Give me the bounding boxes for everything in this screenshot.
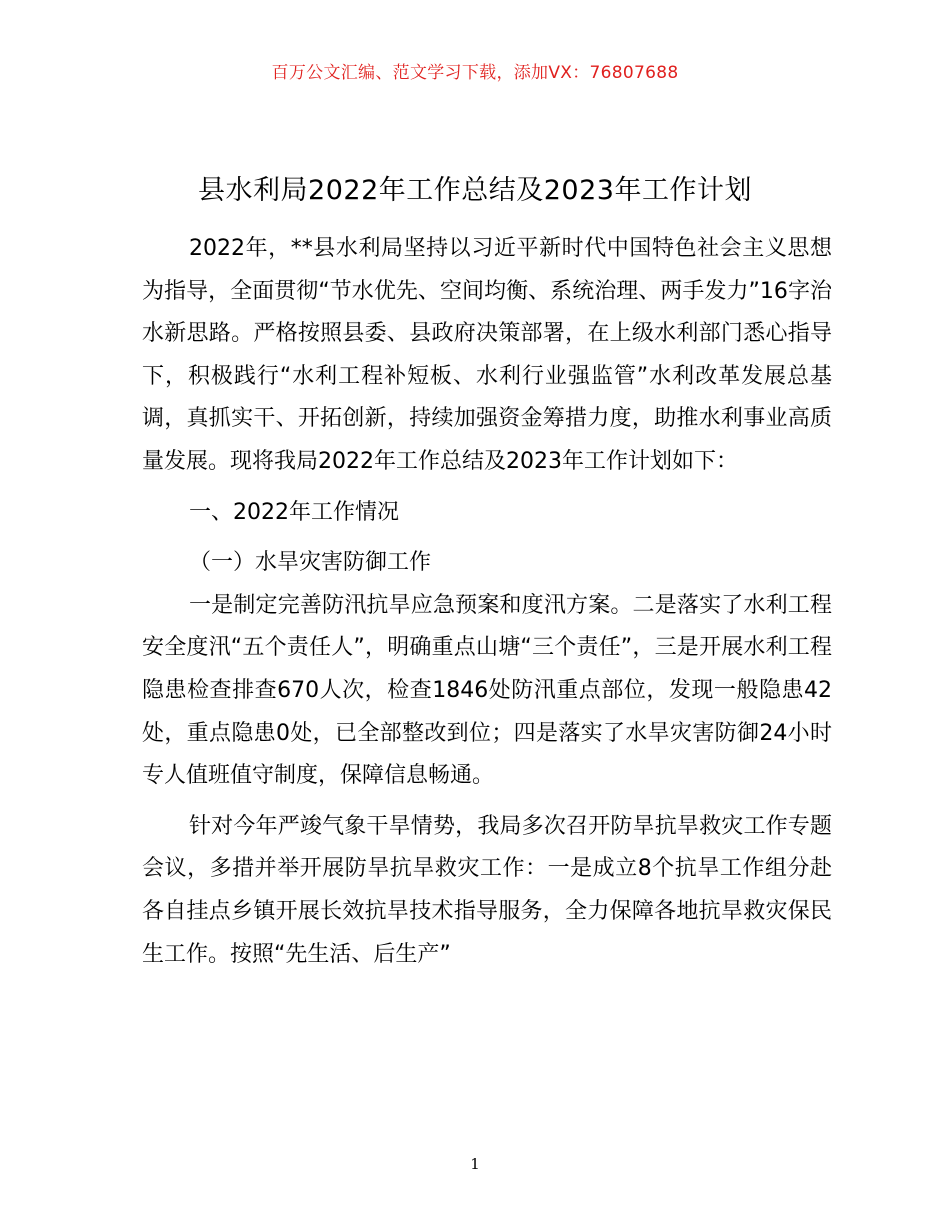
document-body [142, 228, 832, 976]
section-heading-1: 一、2022年工作情况 [189, 499, 399, 525]
page-number: 1 [470, 1155, 480, 1173]
subsection-heading-1: （一）水旱灾害防御工作 [189, 550, 432, 576]
watermark-header: 百万公文汇编、范文学习下载，添加VX：76807688 [271, 63, 679, 83]
document-title: 县水利局2022年工作总结及2023年工作计划 [198, 175, 752, 206]
body-paragraph-1: 一是制定完善防汛抗旱应急预案和度汛方案。二是落实了水利工程安全度汛“五个责任人”，明确重点山塘“三个责任”，三是开展水利工程隐患检查排查670人次，检查1846处防汛重点部位，发现一般隐患42处，重点隐患0处，已全部整改到位；四是落实了水旱灾害防御24小时专人值班值守制度，保障信息畅通。 [142, 592, 832, 789]
body-paragraph-2: 针对今年严竣气象干旱情势，我局多次召开防旱抗旱救灾工作专题会议，多措并举开展防旱抗旱救灾工作：一是成立8个抗旱工作组分赴各自挂点乡镇开展长效抗旱技术指导服务，全力保障各地抗旱救灾保民生工作。按照“先生活、后生产” [142, 813, 832, 967]
intro-paragraph: 2022年，**县水利局坚持以习近平新时代中国特色社会主义思想为指导，全面贯彻“节水优先、空间均衡、系统治理、两手发力”16字治水新思路。严格按照县委、县政府决策部署，在上级水利部门悉心指导下，积极践行“水利工程补短板、水利行业强监管”水利改革发展总基调，真抓实干、开拓创新，持续加强资金筹措力度，助推水利事业高质量发展。现将我局2022年工作总结及2023年工作计划如下： [142, 236, 832, 474]
